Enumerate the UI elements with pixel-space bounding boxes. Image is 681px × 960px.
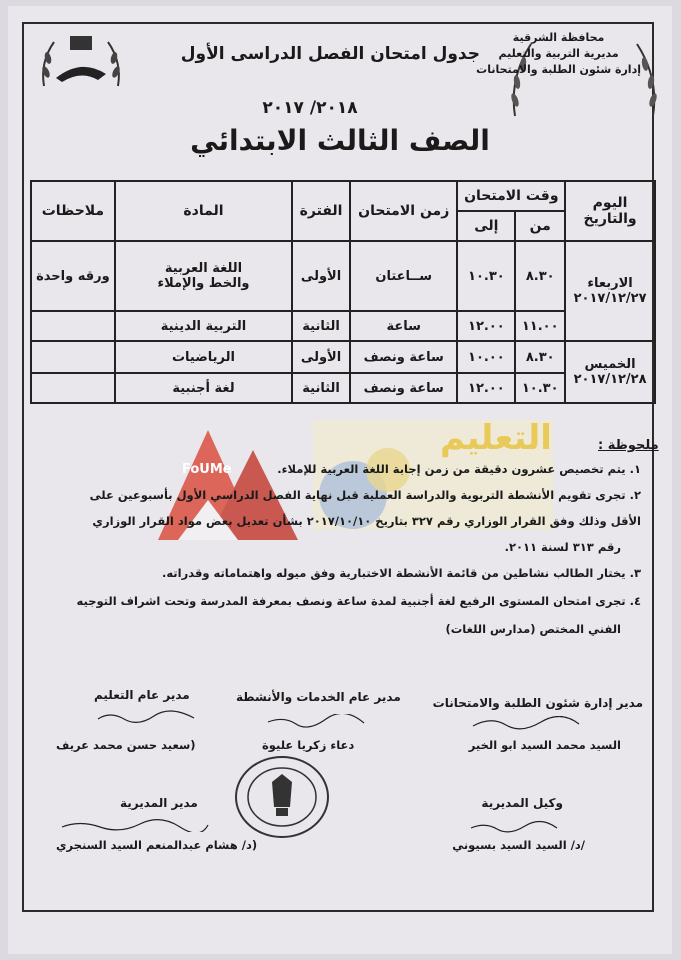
subject-cell: لغة أجنبية — [115, 373, 292, 403]
exam-date: ٢٠١٧/١٢/٢٧ — [573, 291, 647, 306]
director-title: مدير المديرية — [120, 796, 198, 810]
watermark-tag-text: FoUMe — [182, 462, 232, 477]
deputy-title: وكيل المديرية — [481, 796, 563, 810]
day-name: الاربعاء — [587, 276, 633, 291]
director-name: (د/ هشام عبدالمنعم السيد السنجري — [56, 838, 258, 852]
notes-cell: ورقه واحدة — [31, 241, 115, 311]
subject-cell: اللغة العربية والخط والإملاء — [115, 241, 292, 311]
ministry-emblem-icon — [36, 28, 126, 98]
authority-line: إدارة شئون الطلبة والامتحانات — [476, 63, 641, 76]
day-name: الخميس — [584, 357, 636, 372]
note-line: ١. يتم تخصيص عشرون دقيقة من زمن إجابة اللغة العربية للإملاء. — [277, 462, 641, 476]
services-name: دعاء زكريا عليوة — [262, 738, 355, 752]
time-to: ١٠.٣٠ — [457, 241, 515, 311]
table-row — [31, 373, 655, 403]
signature-scribble-icon — [96, 710, 196, 724]
services-title: مدير عام الخدمات والأنشطة — [236, 690, 401, 704]
exam-schedule-title: جدول امتحان الفصل الدراسى الأول — [180, 44, 480, 64]
students-affairs-title: مدير إدارة شئون الطلبة والامتحانات — [432, 696, 643, 710]
subject-cell: الرياضيات — [115, 341, 292, 373]
time-to: ١٢.٠٠ — [457, 311, 515, 341]
day-date-cell — [565, 341, 655, 403]
note-line: ٣. يختار الطالب نشاطين من قائمة الأنشطة الاختبارية وفق ميوله واهتماماته وقدراته. — [161, 566, 641, 580]
time-from: ١٠.٣٠ — [515, 373, 565, 403]
period-cell: الثانية — [292, 311, 350, 341]
deputy-name: /د/ السيد السيد بسيوني — [452, 838, 585, 852]
header-period: الفترة — [292, 181, 350, 241]
students-affairs-name: السيد محمد السيد ابو الخير — [468, 738, 621, 752]
header-notes: ملاحظات — [31, 181, 115, 241]
education-name: (سعيد حسن محمد عريف — [56, 738, 196, 752]
table-row — [31, 341, 655, 373]
signature-scribble-icon — [60, 818, 210, 832]
signature-scribble-icon — [266, 714, 366, 728]
education-title: مدير عام التعليم — [94, 688, 190, 702]
day-date-cell — [565, 241, 655, 341]
authority-line: محافظة الشرقية — [512, 31, 605, 44]
authority-line: مديرية التربية والتعليم — [498, 47, 619, 60]
header-to: إلى — [457, 211, 515, 241]
time-from: ٨.٣٠ — [515, 341, 565, 373]
duration-cell: ساعة — [350, 311, 458, 341]
authority-block — [476, 30, 641, 78]
academic-year: ٢٠١٨/ ٢٠١٧ — [262, 98, 358, 118]
note-line: الفني المختص (مدارس اللغات) — [445, 622, 621, 636]
header-exam-time: وقت الامتحان — [457, 181, 565, 211]
notes-cell — [31, 341, 115, 373]
exam-schedule-table — [30, 180, 656, 404]
official-stamp-icon — [232, 752, 332, 842]
period-cell: الأولى — [292, 241, 350, 311]
time-to: ١٠.٠٠ — [457, 341, 515, 373]
notes-cell — [31, 373, 115, 403]
header-from: من — [515, 211, 565, 241]
signature-scribble-icon — [469, 820, 559, 834]
subject-cell: التربية الدينية — [115, 311, 292, 341]
time-from: ٨.٣٠ — [515, 241, 565, 311]
time-from: ١١.٠٠ — [515, 311, 565, 341]
duration-cell: ساعة ونصف — [350, 373, 458, 403]
header-subject: المادة — [115, 181, 292, 241]
notes-cell — [31, 311, 115, 341]
exam-date: ٢٠١٧/١٢/٢٨ — [573, 372, 647, 387]
notes-heading: ملحوظة : — [598, 438, 659, 453]
header-duration: زمن الامتحان — [350, 181, 458, 241]
grade-title: الصف الثالث الابتدائي — [190, 124, 490, 157]
note-line: ٢. تجرى تقويم الأنشطة التربوية والدراسة العملية قبل نهاية الفصل الدراسي الأول بأسبوعين على — [89, 488, 641, 502]
note-line: الأقل وذلك وفق القرار الوزاري رقم ٣٢٧ بتاريخ ٢٠١٧/١٠/١٠ بشأن تعديل بعض مواد القرار الوزاري — [92, 514, 641, 528]
table-row — [31, 311, 655, 341]
header-day-date: اليوم والتاريخ — [565, 181, 655, 241]
watermark-brand-text: التعليم — [440, 418, 552, 458]
period-cell: الثانية — [292, 373, 350, 403]
duration-cell: ســاعتان — [350, 241, 458, 311]
note-line: ٤. تجرى امتحان المستوى الرفيع لغة أجنبية لمدة ساعة ونصف بمعرفة المدرسة وتحت اشراف التوجيه — [76, 594, 641, 608]
table-row — [31, 241, 655, 311]
period-cell: الأولى — [292, 341, 350, 373]
duration-cell: ساعة ونصف — [350, 341, 458, 373]
time-to: ١٢.٠٠ — [457, 373, 515, 403]
signature-scribble-icon — [471, 716, 581, 730]
note-line: رقم ٣١٣ لسنة ٢٠١١. — [504, 540, 621, 554]
